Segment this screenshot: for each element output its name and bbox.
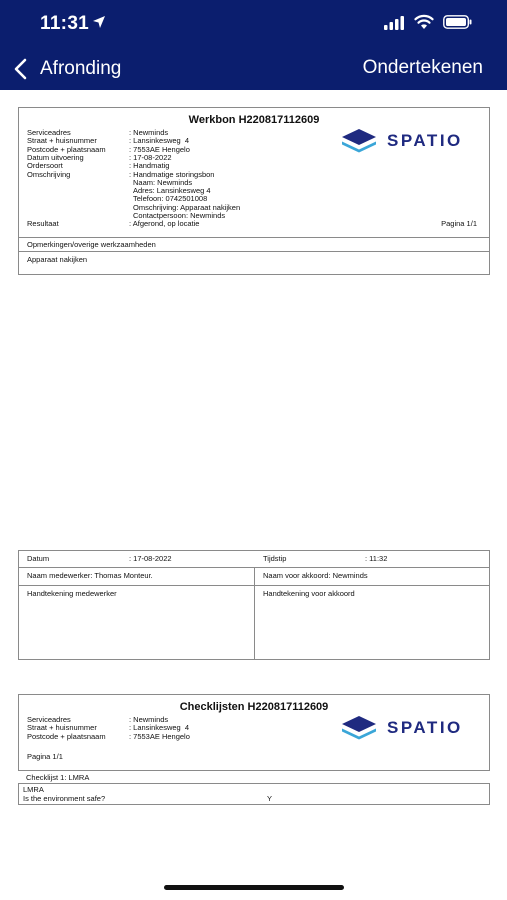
cellular-signal-icon [384,16,404,30]
names-row [18,568,490,586]
checklist-page-number: Pagina 1/1 [27,752,63,761]
checklist-question: Is the environment safe? [23,794,106,803]
checklist-title: Checklijsten H220817112609 [179,701,329,713]
signatures-row [18,586,490,660]
field-postcode: Postcode + plaatsnaam : 7553AE Hengelo [27,144,190,154]
remarks-header: Opmerkingen/overige werkzaamheden [27,240,156,249]
checklist-field-straat: Straat + huisnummer : Lansinkesweg 4 [27,723,190,733]
checklist-field-postcode: Postcode + plaatsnaam : 7553AE Hengelo [27,731,190,741]
field-omschrijving: Omschrijving : Handmatige storingsbon [27,169,215,179]
names-divider [254,568,255,585]
sign-button[interactable]: Ondertekenen [362,57,483,78]
description-line: Omschrijving: Apparaat nakijken [133,202,241,212]
field-ordersoort: Ordersoort : Handmatig [27,161,170,171]
date-time-row [18,550,490,568]
remarks-header-row [18,238,490,252]
status-time: 11:31 [40,13,90,34]
remarks-row [18,252,490,275]
spatio-logo-text: SPATIO [387,130,463,150]
checklist-answer: Y [267,794,273,803]
back-button-label: Afronding [40,58,122,79]
werkbon-title: Werkbon H220817112609 [188,114,320,126]
werkbon-document [18,107,490,275]
spatio-logo [341,715,463,741]
field-datum: Datum uitvoering : 17-08-2022 [27,152,172,162]
home-indicator[interactable] [164,885,344,890]
description-line: Contactpersoon: Newminds [133,211,226,220]
field-serviceadres: Serviceadres : Newminds [27,128,169,137]
time-field: Tijdstip : 11:32 [263,554,388,563]
checklist-items-box [18,783,490,805]
checklist-list-title: Checklijst 1: LMRA [26,773,90,782]
spatio-logo-text: SPATIO [387,717,463,737]
werkbon-header-box [18,107,490,238]
top-bar [0,0,507,90]
approval-signature-label: Handtekening voor akkoord [263,589,355,598]
location-arrow-icon [92,15,106,29]
wifi-icon [414,14,434,30]
spatio-logo-icon [341,715,377,741]
employee-signature-label: Handtekening medewerker [27,589,117,598]
remarks-text: Apparaat nakijken [27,255,88,264]
signatures-divider [254,586,255,659]
description-line: Telefoon: 0742501008 [133,194,208,204]
description-line: Naam: Newminds [133,177,193,187]
checklist-group: LMRA [23,785,44,794]
description-line: Adres: Lansinkesweg 4 [133,186,211,196]
checklist-field-serviceadres: Serviceadres : Newminds [27,715,169,724]
checklist-list-title-row [18,771,490,783]
back-button[interactable] [12,54,121,84]
werkbon-page-number: Pagina 1/1 [441,219,477,229]
employee-name: Naam medewerker: Thomas Monteur. [27,571,153,580]
spatio-logo-icon [341,128,377,154]
checklist-document [18,694,490,805]
signature-section [18,550,490,660]
spatio-logo [341,128,463,154]
approval-name: Naam voor akkoord: Newminds [263,571,368,580]
field-resultaat: Resultaat : Afgerond, op locatie [27,219,200,229]
checklist-header-box [18,694,490,771]
battery-icon [443,15,473,29]
field-straat: Straat + huisnummer : Lansinkesweg 4 [27,136,190,146]
chevron-left-icon [12,58,30,80]
date-field: Datum : 17-08-2022 [27,554,172,563]
